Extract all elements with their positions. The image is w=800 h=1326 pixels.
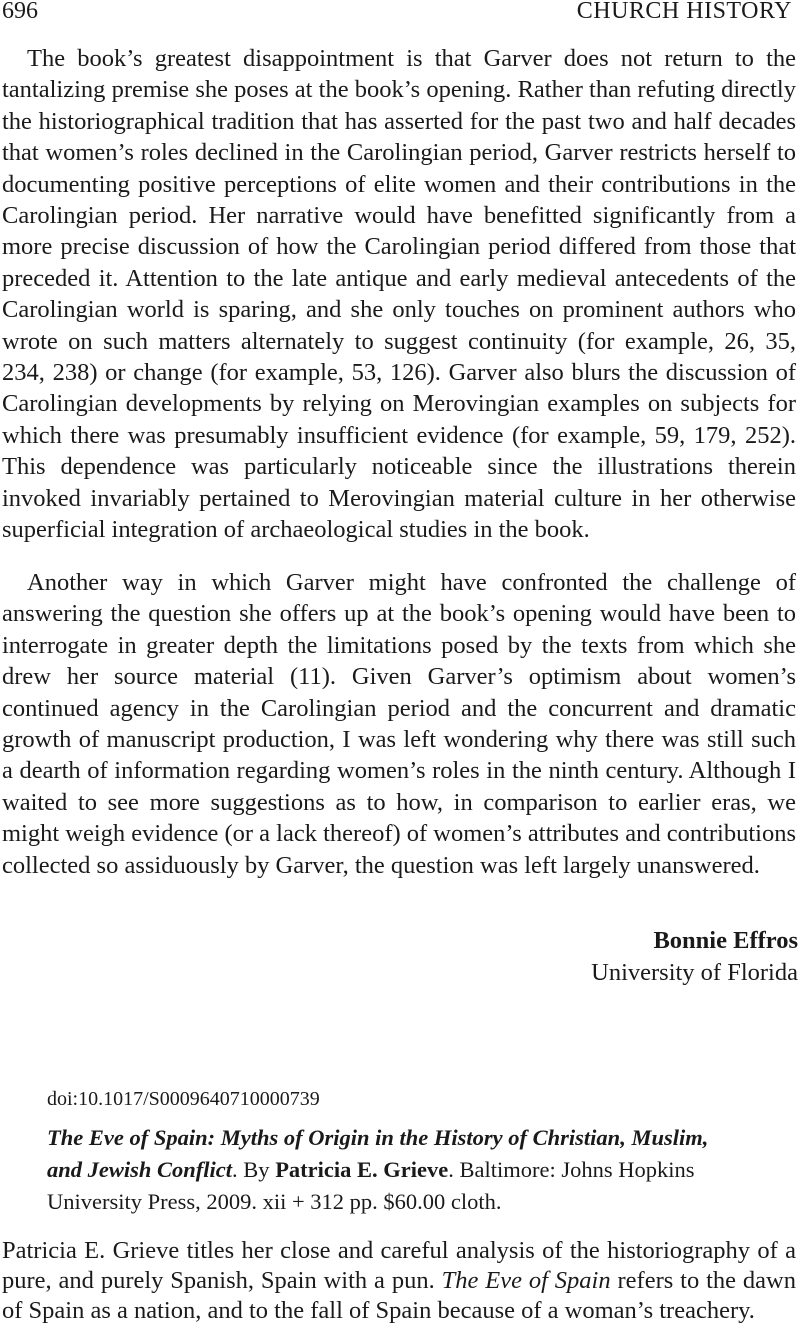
body-paragraph-1: The book’s greatest disappointment is that Garver does not return to the tantalizing premise she poses at the book’s opening. Rather than refuting directly the historiographical tradition that has asserted for the past two and half decades that women’s roles declined in the Carolingian period, Garver restricts herself to documenting positive perceptions of elite women and their contributions in the Carolingian period. Her narrative would have benefitted significantly from a more precise discussion of how the Carolingian period differed from those that preceded it. Attention to the late antique and early medieval antecedents of the Carolingian world is sparing, and she only touches on prominent authors who wrote on such matters alternately to suggest continuity (for example, 26, 35, 234, 238) or change (for example, 53, 126). Garver also blurs the discussion of Carolingian developments by relying on Merovingian examples on subjects for which there was presumably insufficient evidence (for example, 59, 179, 252). This dependence was particularly noticeable since the illustrations therein invoked invariably pertained to Merovingian material culture in her otherwise superficial integration of archaeological studies in the book. <box>2 45 796 544</box>
review-signature <box>591 925 798 988</box>
book-title: The Eve of Spain: Myths of Origin in the History of Christian, Muslim, and Jewish Conflict <box>47 1125 709 1182</box>
review-opening-paragraph <box>2 1236 796 1326</box>
book-citation <box>47 1122 747 1218</box>
page-header <box>0 0 796 28</box>
running-head: CHURCH HISTORY <box>576 0 792 24</box>
opening-text-after: refers to the dawn of Spain as a nation, and to the fall of Spain because of a woman’s treachery. <box>2 1267 796 1324</box>
book-author: Patricia E. Grieve <box>275 1157 449 1182</box>
publication-details: . Baltimore: Johns Hopkins University Press, 2009. xii + 312 pp. $60.00 cloth. <box>47 1157 695 1214</box>
opening-italic-title: The Eve of Spain <box>441 1267 611 1294</box>
doi-line: doi:10.1017/S0009640710000739 <box>47 1088 320 1110</box>
reviewer-name: Bonnie Effros <box>653 927 798 954</box>
citation-by: . By <box>232 1157 276 1182</box>
page-number: 696 <box>2 0 38 24</box>
body-paragraph-2: Another way in which Garver might have confronted the challenge of answering the question she offers up at the book’s opening would have been to interrogate in greater depth the limitations posed by the texts from which she drew her source material (11). Given Garver’s optimism about women’s continued agency in the Carolingian period and the concurrent and dramatic growth of manuscript production, I was left wondering why there was still such a dearth of information regarding women’s roles in the ninth century. Although I waited to see more suggestions as to how, in comparison to earlier eras, we might weigh evidence (or a lack thereof) of women’s attributes and contributions collected so assiduously by Garver, the question was left largely unanswered. <box>2 569 796 879</box>
opening-text-before: Patricia E. Grieve titles her close and careful analysis of the historiography of a pure, and purely Spanish, Spain with a pun. <box>2 1237 796 1294</box>
reviewer-affiliation: University of Florida <box>591 958 798 986</box>
